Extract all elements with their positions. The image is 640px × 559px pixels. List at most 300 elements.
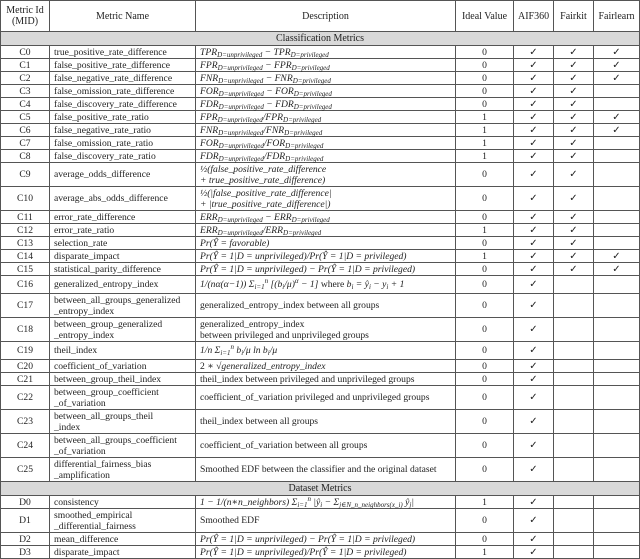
description-text: theil_index between privileged and unprivileged groups xyxy=(200,373,415,385)
metric-description xyxy=(196,187,456,211)
table-row xyxy=(1,187,640,211)
fairkit-support xyxy=(554,276,594,294)
metric-name xyxy=(50,224,196,237)
check-icon: ✓ xyxy=(569,124,578,136)
formula-text: TPR xyxy=(200,46,218,58)
fairlearn-support xyxy=(594,386,640,410)
metric-id: C5 xyxy=(1,111,50,124)
check-icon: ✓ xyxy=(569,137,578,149)
formula-text: − TPR xyxy=(262,46,291,58)
metric-name-line: theil_index xyxy=(54,345,98,356)
formula-text: | xyxy=(411,496,414,508)
formula-subscript: D=unprivileged xyxy=(217,115,263,124)
check-icon: ✓ xyxy=(529,224,538,236)
formula-subscript: D=privileged xyxy=(291,63,330,72)
formula-subscript: D=unprivileged xyxy=(217,228,263,237)
ideal-value: 0 xyxy=(456,263,514,276)
check-icon: ✓ xyxy=(529,416,538,427)
aif-support xyxy=(514,360,554,373)
metric-description xyxy=(196,546,456,559)
fairlearn-support xyxy=(594,373,640,386)
check-icon: ✓ xyxy=(529,250,538,262)
metric-description xyxy=(196,386,456,410)
metric-name-line: mean_difference xyxy=(54,533,119,545)
formula-text: ŷ xyxy=(402,496,410,508)
formula-subscript: i=1 xyxy=(220,349,231,357)
header-ideal-value: Ideal Value xyxy=(456,1,514,32)
formula-text: |ŷ xyxy=(310,496,321,508)
ideal-value: 0 xyxy=(456,434,514,458)
aif-support xyxy=(514,496,554,509)
ideal-value: 0 xyxy=(456,509,514,533)
metric-description xyxy=(196,59,456,72)
metric-name-line: statistical_parity_difference xyxy=(54,263,161,275)
metric-name-line: false_positive_rate_ratio xyxy=(54,111,149,123)
aif-support xyxy=(514,250,554,263)
table-row xyxy=(1,72,640,85)
table-row xyxy=(1,276,640,294)
fairkit-support xyxy=(554,85,594,98)
fairlearn-support xyxy=(594,509,640,533)
metric-name-line: false_negative_rate_difference xyxy=(54,72,173,84)
fairkit-support xyxy=(554,410,594,434)
metric-name xyxy=(50,59,196,72)
aif-support xyxy=(514,533,554,546)
metric-description xyxy=(196,263,456,276)
metric-id: C11 xyxy=(1,211,50,224)
metric-name-line: _of_variation xyxy=(54,397,106,409)
formula-text: /FDR xyxy=(263,150,286,162)
metric-id: D2 xyxy=(1,533,50,546)
aif-support xyxy=(514,59,554,72)
metric-description xyxy=(196,294,456,318)
ideal-value: 0 xyxy=(456,294,514,318)
formula-subscript: j∈N_n_neighbors(x_i) xyxy=(339,500,403,509)
formula-text: FNR xyxy=(200,72,219,84)
formula-text: FOR xyxy=(200,85,219,97)
formula-superscript: α xyxy=(294,277,299,285)
formula-subscript: D=privileged xyxy=(284,128,323,137)
fairlearn-support xyxy=(594,150,640,163)
fairkit-support xyxy=(554,187,594,211)
aif-support xyxy=(514,410,554,434)
formula-subscript: D=unprivileged xyxy=(217,63,263,72)
table-row xyxy=(1,509,640,533)
ideal-value: 0 xyxy=(456,85,514,98)
metric-description xyxy=(196,434,456,458)
section-header-row xyxy=(1,32,640,46)
metric-id: C17 xyxy=(1,294,50,318)
check-icon: ✓ xyxy=(569,46,578,58)
metric-id: C4 xyxy=(1,98,50,111)
check-icon: ✓ xyxy=(569,169,578,180)
check-icon: ✓ xyxy=(529,392,538,403)
fairlearn-support xyxy=(594,360,640,373)
check-icon: ✓ xyxy=(569,224,578,236)
aif-support xyxy=(514,276,554,294)
metric-name xyxy=(50,318,196,342)
formula-text: − FPR xyxy=(262,59,292,71)
metric-id: C0 xyxy=(1,46,50,59)
table-row xyxy=(1,294,640,318)
check-icon: ✓ xyxy=(612,59,621,71)
formula-subscript: D=privileged xyxy=(283,228,322,237)
fairlearn-support xyxy=(594,434,640,458)
check-icon: ✓ xyxy=(529,169,538,180)
ideal-value: 0 xyxy=(456,458,514,482)
metric-description xyxy=(196,410,456,434)
aif-support xyxy=(514,294,554,318)
aif-support xyxy=(514,137,554,150)
metric-name xyxy=(50,72,196,85)
metric-description xyxy=(196,137,456,150)
table-row xyxy=(1,59,640,72)
metric-id: C24 xyxy=(1,434,50,458)
metric-name-line: false_discovery_rate_difference xyxy=(54,98,177,110)
check-icon: ✓ xyxy=(569,150,578,162)
aif-support xyxy=(514,72,554,85)
metric-name-line: false_omission_rate_difference xyxy=(54,85,175,97)
table-row xyxy=(1,496,640,509)
fairkit-support xyxy=(554,434,594,458)
check-icon: ✓ xyxy=(529,263,538,275)
metric-description xyxy=(196,124,456,137)
table-row xyxy=(1,224,640,237)
ideal-value: 0 xyxy=(456,360,514,373)
check-icon: ✓ xyxy=(529,59,538,71)
formula-text: Pr(Ŷ = 1|D = unprivileged)/Pr(Ŷ = 1|D = privileged) xyxy=(200,250,407,262)
metric-name xyxy=(50,187,196,211)
formula-subscript: i=1 xyxy=(254,283,265,291)
fairlearn-support xyxy=(594,546,640,559)
check-icon: ✓ xyxy=(529,211,538,223)
table-row xyxy=(1,98,640,111)
formula-subscript: i xyxy=(282,283,285,291)
metric-name xyxy=(50,98,196,111)
metric-name xyxy=(50,263,196,276)
metric-description xyxy=(196,85,456,98)
check-icon: ✓ xyxy=(529,279,538,290)
ideal-value: 0 xyxy=(456,98,514,111)
metric-description xyxy=(196,250,456,263)
table-row xyxy=(1,410,640,434)
metric-name-line: between_group_theil_index xyxy=(54,373,162,385)
formula-subscript: i xyxy=(368,283,371,291)
formula-text: Pr(Ŷ = favorable) xyxy=(200,237,270,249)
fairkit-support xyxy=(554,111,594,124)
description-text: Smoothed EDF xyxy=(200,515,260,526)
formula-subscript: D=unprivileged xyxy=(218,154,264,163)
formula-text: 1/(nα(α−1)) Σ xyxy=(200,279,255,290)
fairkit-support xyxy=(554,533,594,546)
aif-support xyxy=(514,224,554,237)
fairkit-support xyxy=(554,163,594,187)
metric-name-line: generalized_entropy_index xyxy=(54,279,159,290)
formula-subscript: D=privileged xyxy=(290,50,329,59)
description-text: theil_index between all groups xyxy=(200,416,319,427)
formula-text: − Σ xyxy=(322,496,340,508)
metric-id: C20 xyxy=(1,360,50,373)
header-aif360: AIF360 xyxy=(514,1,554,32)
table-row xyxy=(1,150,640,163)
check-icon: ✓ xyxy=(529,85,538,97)
fairlearn-support xyxy=(594,98,640,111)
metric-name xyxy=(50,533,196,546)
metric-id: C16 xyxy=(1,276,50,294)
formula-text: /FNR xyxy=(263,124,285,136)
aif-support xyxy=(514,46,554,59)
formula-subscript: i xyxy=(320,500,323,509)
formula-superscript: n xyxy=(264,277,269,285)
table-row xyxy=(1,124,640,137)
metric-name-line: between_all_groups_coefficient xyxy=(54,434,177,446)
fairkit-support xyxy=(554,496,594,509)
metric-id: C18 xyxy=(1,318,50,342)
description-text: where xyxy=(318,279,347,290)
metric-name xyxy=(50,211,196,224)
metric-description xyxy=(196,72,456,85)
fairkit-support xyxy=(554,150,594,163)
metric-name-line: differential_fairness_bias xyxy=(54,458,152,470)
header-fairkit: Fairkit xyxy=(554,1,594,32)
table-row xyxy=(1,263,640,276)
metric-name-line: between_group_generalized xyxy=(54,318,163,330)
formula-subscript: i xyxy=(241,349,244,357)
fairlearn-support xyxy=(594,250,640,263)
ideal-value: 0 xyxy=(456,237,514,250)
metric-name-line: disparate_impact xyxy=(54,546,120,558)
metric-name-line: between_all_groups_theil xyxy=(54,410,154,422)
check-icon: ✓ xyxy=(529,300,538,311)
check-icon: ✓ xyxy=(612,72,621,84)
table-row xyxy=(1,342,640,360)
fairkit-support xyxy=(554,294,594,318)
fairkit-support xyxy=(554,98,594,111)
formula-subscript: D=unprivileged xyxy=(218,128,264,137)
metric-name xyxy=(50,496,196,509)
metric-description xyxy=(196,150,456,163)
metric-description xyxy=(196,533,456,546)
description-text: Smoothed EDF between the classifier and the original dataset xyxy=(200,464,437,475)
metric-id: C22 xyxy=(1,386,50,410)
check-icon: ✓ xyxy=(529,98,538,110)
metric-id: C1 xyxy=(1,59,50,72)
formula-subscript: D=privileged xyxy=(285,154,324,163)
formula-text: /ERR xyxy=(262,224,284,236)
metric-name xyxy=(50,458,196,482)
formula-text: + 1 xyxy=(388,279,405,290)
fairlearn-support xyxy=(594,163,640,187)
metric-description xyxy=(196,98,456,111)
fairlearn-support xyxy=(594,46,640,59)
ideal-value: 1 xyxy=(456,124,514,137)
formula-subscript: D=privileged xyxy=(291,215,330,224)
header-description: Description xyxy=(196,1,456,32)
metric-id: C15 xyxy=(1,263,50,276)
aif-support xyxy=(514,111,554,124)
formula-subscript: D=privileged xyxy=(283,115,322,124)
metric-name-line: disparate_impact xyxy=(54,250,120,262)
formula-text: FOR xyxy=(200,137,219,149)
formula-text: ½(false_positive_rate_difference xyxy=(200,163,327,175)
metric-name xyxy=(50,360,196,373)
metric-name xyxy=(50,342,196,360)
check-icon: ✓ xyxy=(612,263,621,275)
metric-name xyxy=(50,434,196,458)
check-icon: ✓ xyxy=(529,137,538,149)
ideal-value: 1 xyxy=(456,137,514,150)
table-row xyxy=(1,250,640,263)
metric-name-line: true_positive_rate_difference xyxy=(54,46,167,58)
formula-text: [(b xyxy=(268,279,283,290)
fairlearn-support xyxy=(594,458,640,482)
aif-support xyxy=(514,318,554,342)
formula-text: − FDR xyxy=(263,98,294,110)
metric-name xyxy=(50,46,196,59)
check-icon: ✓ xyxy=(529,193,538,204)
ideal-value: 0 xyxy=(456,276,514,294)
check-icon: ✓ xyxy=(529,496,538,508)
description-text: generalized_entropy_index xyxy=(200,318,305,330)
fairlearn-support xyxy=(594,211,640,224)
metric-description xyxy=(196,360,456,373)
check-icon: ✓ xyxy=(529,546,538,558)
formula-text: FNR xyxy=(200,124,219,136)
fairkit-support xyxy=(554,263,594,276)
ideal-value: 0 xyxy=(456,46,514,59)
fairkit-support xyxy=(554,546,594,559)
metric-id: C9 xyxy=(1,163,50,187)
metric-name-line: average_odds_difference xyxy=(54,169,151,180)
check-icon: ✓ xyxy=(569,85,578,97)
fairlearn-support xyxy=(594,276,640,294)
ideal-value: 1 xyxy=(456,150,514,163)
metric-name xyxy=(50,386,196,410)
metric-id: D3 xyxy=(1,546,50,559)
metric-name-line: between_group_coefficient xyxy=(54,386,159,398)
metric-description xyxy=(196,342,456,360)
metric-id: C14 xyxy=(1,250,50,263)
check-icon: ✓ xyxy=(569,111,578,123)
formula-subscript: i xyxy=(267,349,270,357)
check-icon: ✓ xyxy=(529,440,538,451)
ideal-value: 0 xyxy=(456,187,514,211)
section-title: Dataset Metrics xyxy=(1,482,640,496)
header-metric-name: Metric Name xyxy=(50,1,196,32)
fairlearn-support xyxy=(594,533,640,546)
formula-text: − FOR xyxy=(263,85,294,97)
table-row xyxy=(1,211,640,224)
metric-id: C2 xyxy=(1,72,50,85)
metric-name xyxy=(50,373,196,386)
check-icon: ✓ xyxy=(612,46,621,58)
aif-support xyxy=(514,342,554,360)
metric-name xyxy=(50,294,196,318)
check-icon: ✓ xyxy=(529,533,538,545)
metric-name xyxy=(50,85,196,98)
aif-support xyxy=(514,386,554,410)
formula-subscript: D=unprivileged xyxy=(217,215,263,224)
table-body xyxy=(1,32,640,559)
formula-text: FDR xyxy=(200,98,219,110)
metric-description xyxy=(196,373,456,386)
formula-text: − FNR xyxy=(263,72,293,84)
table-row xyxy=(1,46,640,59)
metric-name-line: _of_variation xyxy=(54,445,106,457)
formula-subscript: D=privileged xyxy=(292,76,331,85)
check-icon: ✓ xyxy=(529,72,538,84)
metric-description xyxy=(196,111,456,124)
table-row xyxy=(1,533,640,546)
formula-text: b xyxy=(346,279,352,290)
formula-text: Pr(Ŷ = 1|D = unprivileged) − Pr(Ŷ = 1|D = privileged) xyxy=(200,263,416,275)
metric-description xyxy=(196,163,456,187)
description-text: 2 ∗ √ xyxy=(200,360,222,372)
fairkit-support xyxy=(554,211,594,224)
formula-superscript: n xyxy=(307,494,311,503)
metric-name xyxy=(50,163,196,187)
metric-id: C23 xyxy=(1,410,50,434)
check-icon: ✓ xyxy=(529,373,538,385)
metric-name xyxy=(50,124,196,137)
formula-text: 1/n Σ xyxy=(200,345,221,356)
description-text: between privileged and unprivileged groups xyxy=(200,329,369,341)
metric-name-line: _amplification xyxy=(54,469,110,481)
metric-id: C10 xyxy=(1,187,50,211)
check-icon: ✓ xyxy=(529,237,538,249)
formula-subscript: D=unprivileged xyxy=(218,89,264,98)
aif-support xyxy=(514,124,554,137)
fairkit-support xyxy=(554,342,594,360)
table-row xyxy=(1,386,640,410)
formula-text: − y xyxy=(370,279,387,290)
aif-support xyxy=(514,509,554,533)
fairlearn-support xyxy=(594,410,640,434)
formula-text: Pr(Ŷ = 1|D = unprivileged)/Pr(Ŷ = 1|D = privileged) xyxy=(200,546,407,558)
formula-subscript: D=unprivileged xyxy=(218,141,264,150)
fairkit-support xyxy=(554,509,594,533)
metric-name xyxy=(50,509,196,533)
ideal-value: 1 xyxy=(456,250,514,263)
check-icon: ✓ xyxy=(612,250,621,262)
fairlearn-support xyxy=(594,187,640,211)
metric-id: C6 xyxy=(1,124,50,137)
ideal-value: 0 xyxy=(456,72,514,85)
formula-text: Pr(Ŷ = 1|D = unprivileged) − Pr(Ŷ = 1|D = privileged) xyxy=(200,533,416,545)
ideal-value: 0 xyxy=(456,373,514,386)
table-row xyxy=(1,137,640,150)
check-icon: ✓ xyxy=(569,237,578,249)
formula-text: generalized_entropy_index xyxy=(221,360,326,372)
ideal-value: 0 xyxy=(456,533,514,546)
formula-text: /μ ln b xyxy=(243,345,268,356)
fairlearn-support xyxy=(594,294,640,318)
check-icon: ✓ xyxy=(529,515,538,526)
formula-subscript: D=unprivileged xyxy=(218,102,264,111)
table-row xyxy=(1,373,640,386)
formula-text: FPR xyxy=(200,111,218,123)
metric-name xyxy=(50,250,196,263)
check-icon: ✓ xyxy=(569,72,578,84)
check-icon: ✓ xyxy=(612,124,621,136)
metric-id: D1 xyxy=(1,509,50,533)
metric-name xyxy=(50,150,196,163)
ideal-value: 1 xyxy=(456,111,514,124)
formula-text: − ERR xyxy=(262,211,292,223)
fairkit-support xyxy=(554,373,594,386)
aif-support xyxy=(514,237,554,250)
metric-id: C3 xyxy=(1,85,50,98)
